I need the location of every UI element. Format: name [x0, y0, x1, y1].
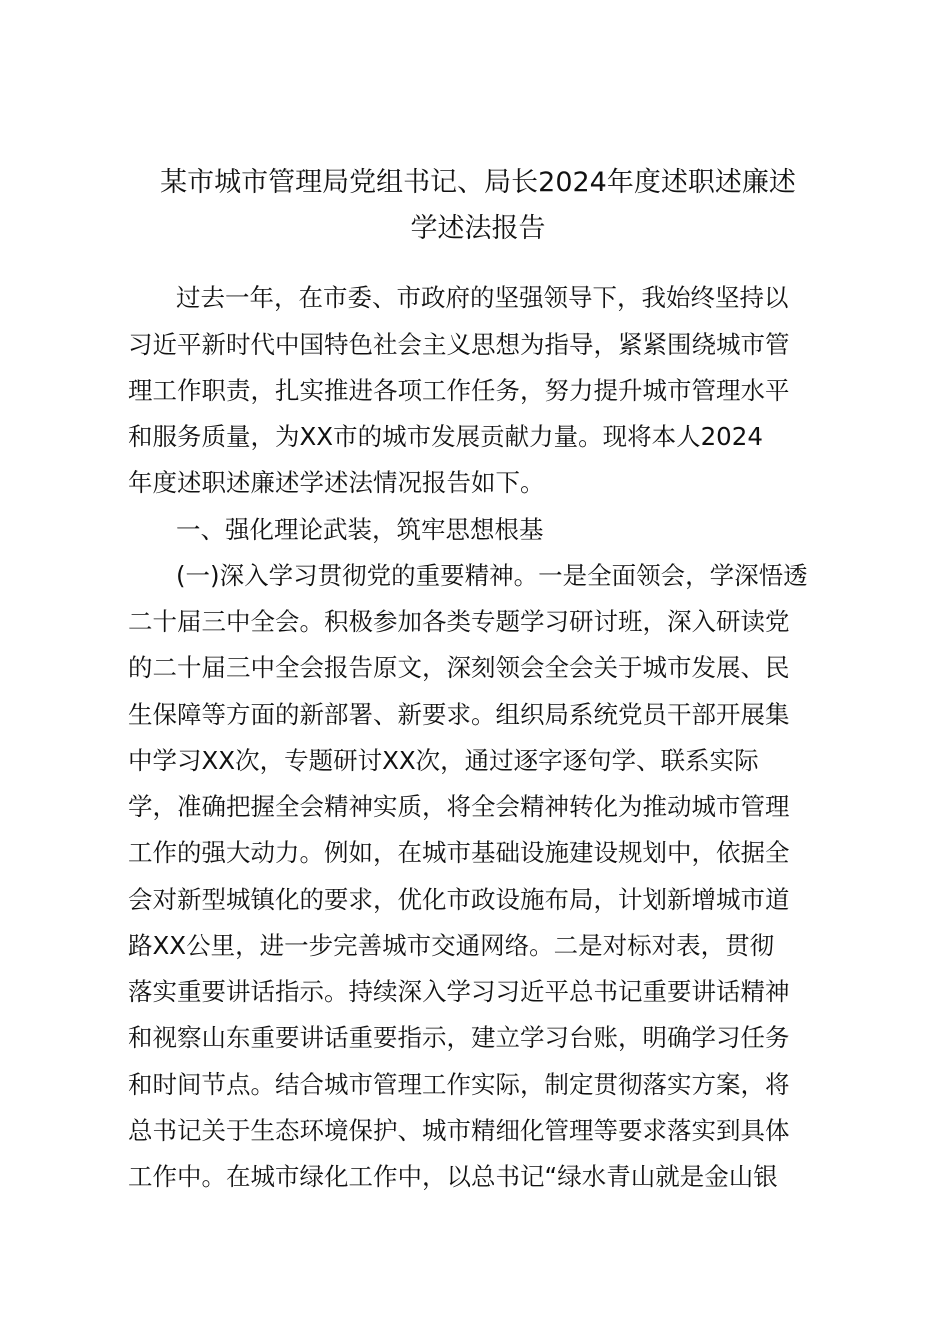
paragraph-line: 二十届三中全会。积极参加各类专题学习研讨班，深入研读党	[128, 607, 790, 636]
paragraph-line: 中学习XX次，专题研讨XX次，通过逐字逐句学、联系实际	[128, 746, 759, 775]
paragraph-line: 生保障等方面的新部署、新要求。组织局系统党员干部开展集	[128, 700, 790, 729]
paragraph-line: 和视察山东重要讲话重要指示，建立学习台账，明确学习任务	[128, 1023, 790, 1052]
paragraph-line: 年度述职述廉述学述法情况报告如下。	[128, 468, 545, 497]
paragraph-line: 工作中。在城市绿化工作中，以总书记“绿水青山就是金山银	[128, 1162, 778, 1191]
paragraph-line: 落实重要讲话指示。持续深入学习习近平总书记重要讲话精神	[128, 977, 790, 1006]
paragraph-line: (一)深入学习贯彻党的重要精神。一是全面领会，学深悟透	[176, 561, 808, 590]
paragraph-line: 总书记关于生态环境保护、城市精细化管理等要求落实到具体	[128, 1116, 790, 1145]
paragraph-line: 和时间节点。结合城市管理工作实际，制定贯彻落实方案，将	[128, 1070, 790, 1099]
paragraph-line: 工作的强大动力。例如，在城市基础设施建设规划中，依据全	[128, 838, 790, 867]
paragraph-line: 习近平新时代中国特色社会主义思想为指导，紧紧围绕城市管	[128, 330, 790, 359]
paragraph-line: 理工作职责，扎实推进各项工作任务，努力提升城市管理水平	[128, 376, 790, 405]
section-heading: 一、强化理论武装，筑牢思想根基	[176, 515, 544, 544]
paragraph-line: 和服务质量，为XX市的城市发展贡献力量。现将本人2024	[128, 422, 763, 451]
paragraph-line: 路XX公里，进一步完善城市交通网络。二是对标对表，贯彻	[128, 931, 775, 960]
paragraph-line: 会对新型城镇化的要求，优化市政设施布局，计划新增城市道	[128, 885, 790, 914]
document-title-line-2: 学述法报告	[410, 213, 546, 244]
paragraph-line: 学，准确把握全会精神实质，将全会精神转化为推动城市管理	[128, 792, 790, 821]
paragraph-line: 过去一年，在市委、市政府的坚强领导下，我始终坚持以	[176, 283, 789, 312]
paragraph-line: 的二十届三中全会报告原文，深刻领会全会关于城市发展、民	[128, 653, 790, 682]
document-title-line-1: 某市城市管理局党组书记、局长2024年度述职述廉述	[160, 167, 796, 198]
